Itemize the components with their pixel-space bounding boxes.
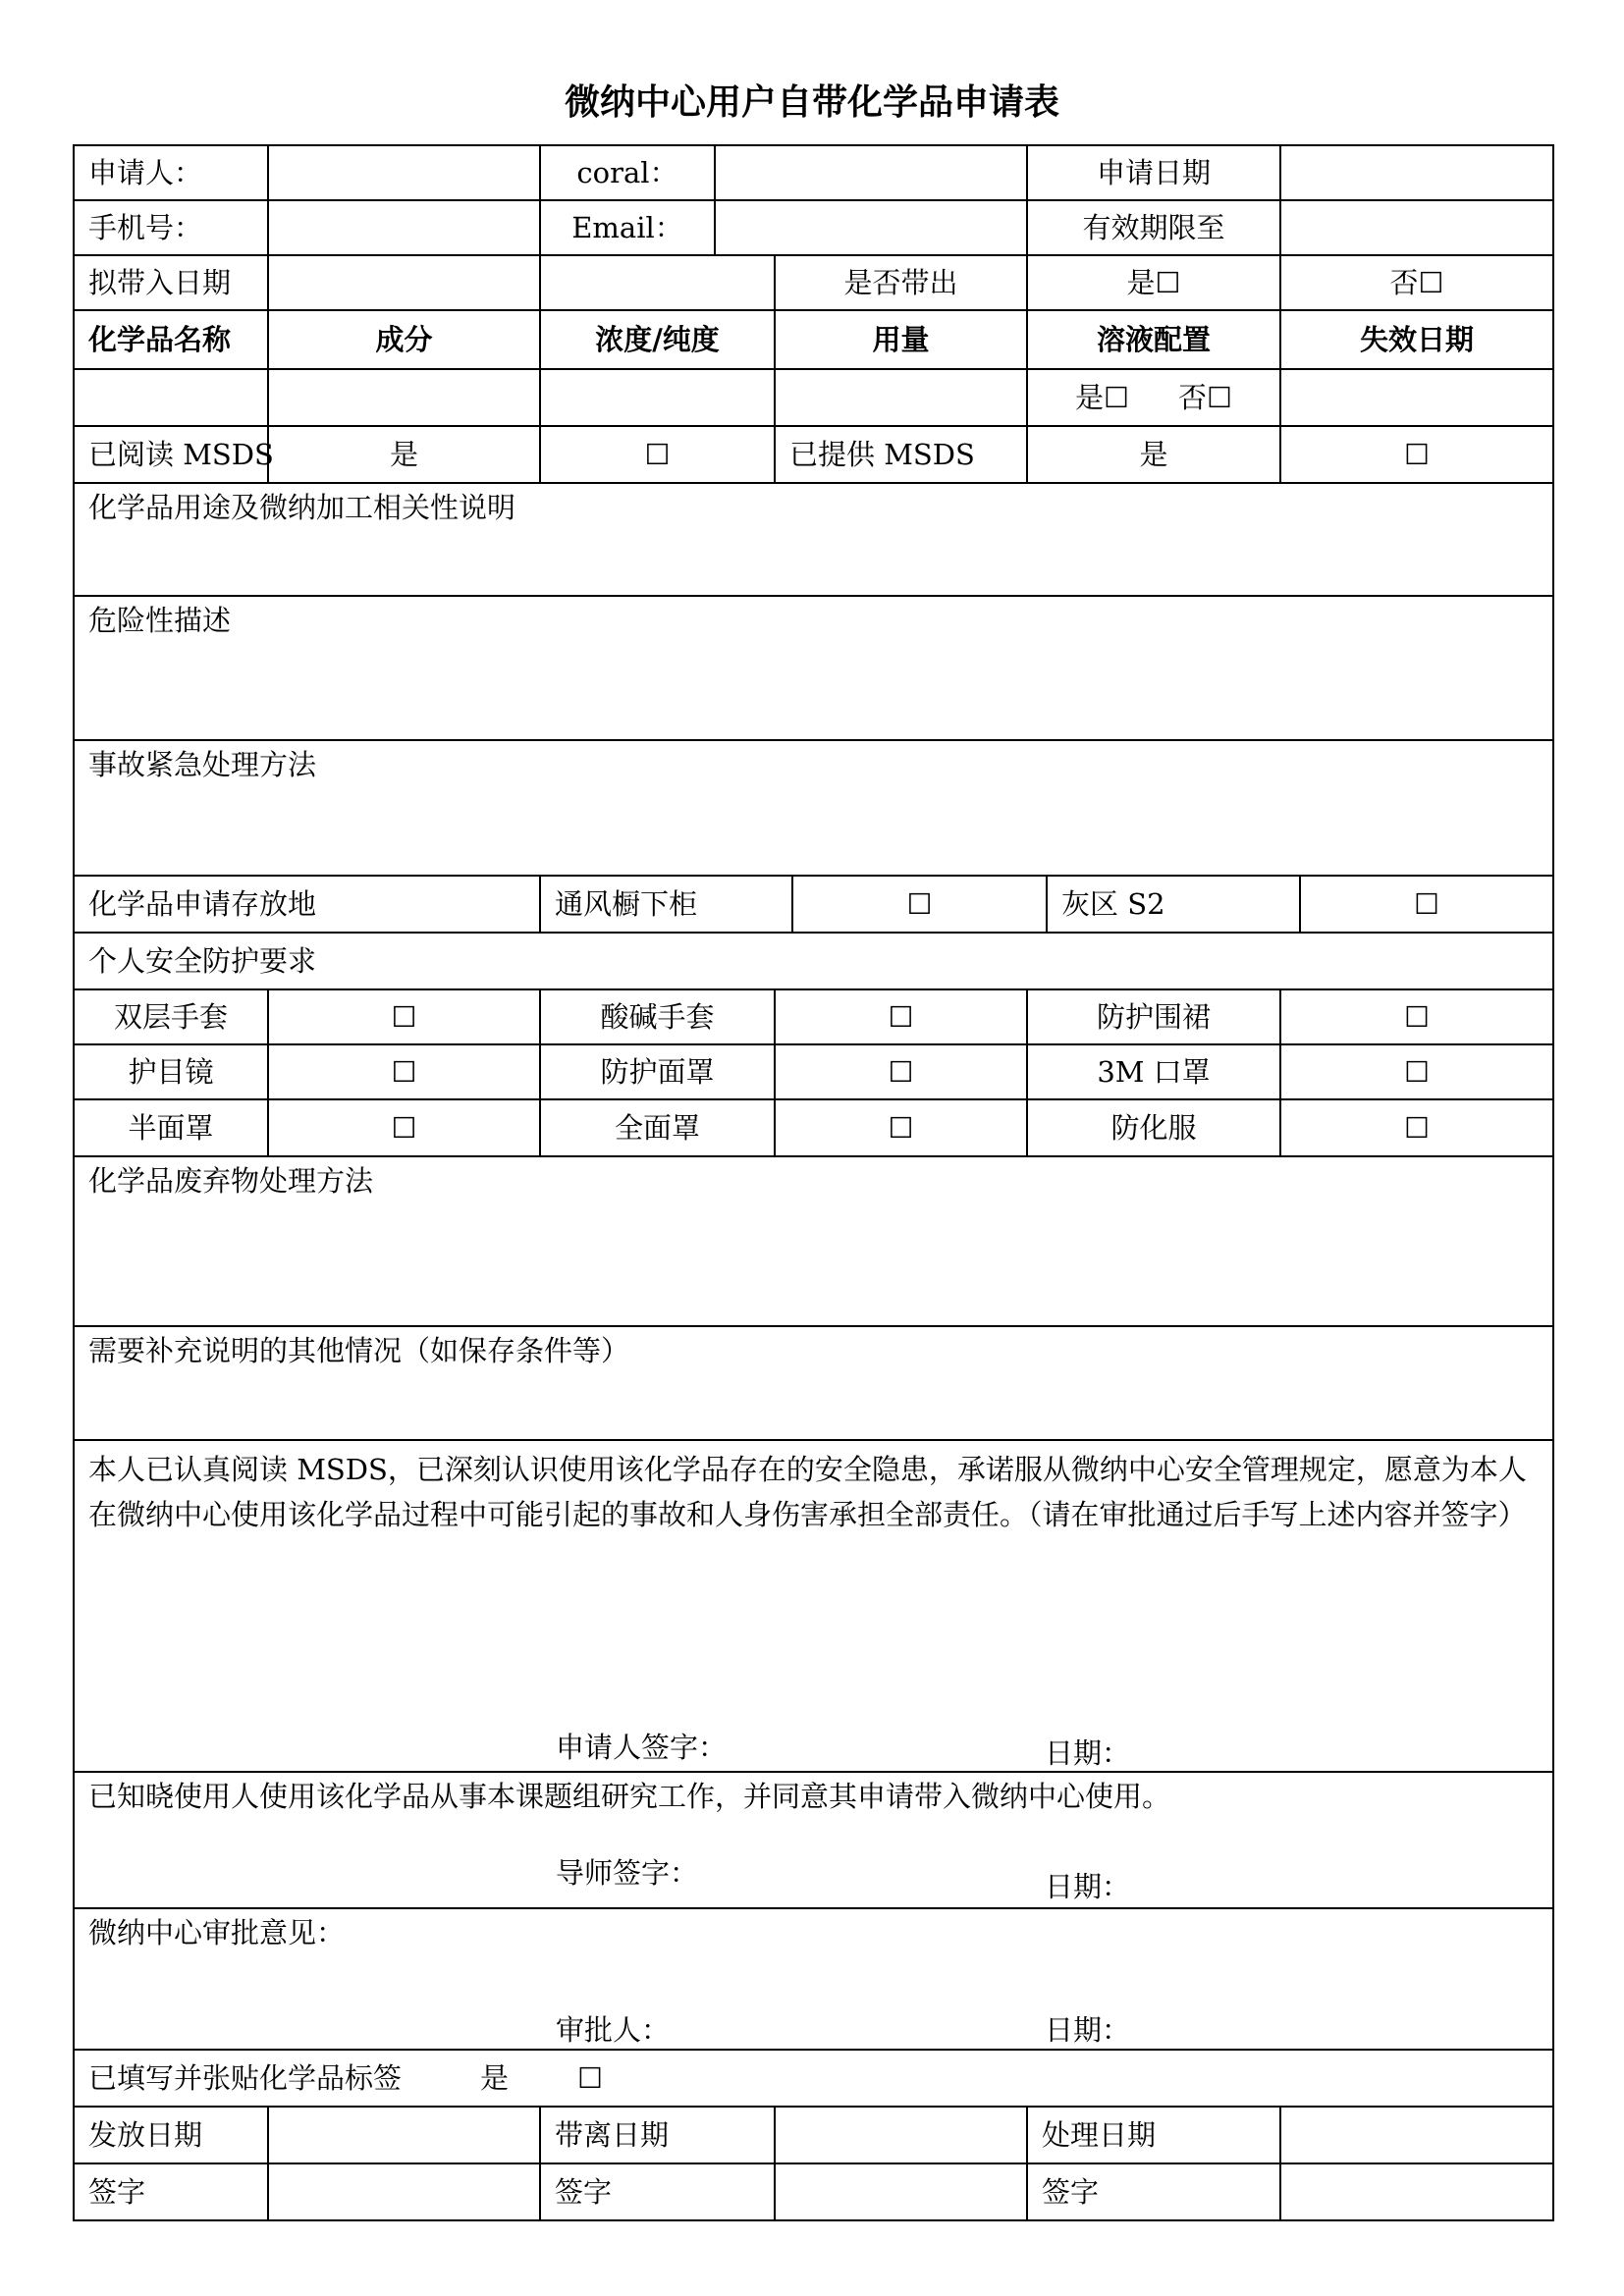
label-row-text: 已填写并张贴化学品标签 (88, 2061, 403, 2095)
hazard-section[interactable]: 危险性描述 (73, 595, 1554, 741)
issue-date-label: 发放日期 (73, 2106, 269, 2164)
col-expiry: 失效日期 (1279, 309, 1554, 370)
ppe-acid-gloves: 酸碱手套 (539, 988, 776, 1045)
msds-read-checkbox[interactable]: ☐ (539, 425, 776, 484)
msds-provided-yes: 是 (1026, 425, 1281, 484)
leave-sign-label: 签字 (539, 2163, 776, 2221)
expiry-field[interactable] (1279, 368, 1554, 427)
ppe-3m-mask: 3M 口罩 (1026, 1043, 1281, 1100)
msds-provided-checkbox[interactable]: ☐ (1279, 425, 1554, 484)
ppe-full-mask-checkbox[interactable]: ☐ (774, 1098, 1028, 1157)
col-solution: 溶液配置 (1026, 309, 1281, 370)
label-row-checkbox[interactable]: ☐ (577, 2061, 604, 2095)
storage-grey-area-checkbox[interactable]: ☐ (1299, 875, 1554, 934)
valid-until-field[interactable] (1279, 199, 1554, 256)
applicant-sign-label: 申请人签字： (556, 1731, 728, 1764)
issue-sign-field[interactable] (267, 2163, 541, 2221)
advisor-sign-label: 导师签字： (556, 1856, 699, 1890)
ppe-half-mask: 半面罩 (73, 1098, 269, 1157)
email-label: Email： (539, 199, 716, 256)
take-out-no-checkbox[interactable]: 否☐ (1279, 254, 1554, 311)
storage-label: 化学品申请存放地 (73, 875, 541, 934)
dispose-date-label: 处理日期 (1026, 2106, 1281, 2164)
valid-until-label: 有效期限至 (1026, 199, 1281, 256)
declaration-text: 本人已认真阅读 MSDS，已深刻认识使用该化学品存在的安全隐患，承诺服从微纳中心安全管理规定，愿意为本人在微纳中心使用该化学品过程中可能引起的事故和人身伤害承担全部责任。（请在审批通过后手写上述内容并签字） (88, 1453, 1527, 1531)
ppe-chem-suit: 防化服 (1026, 1098, 1281, 1157)
approver-label: 审批人： (556, 2013, 671, 2047)
leave-sign-field[interactable] (774, 2163, 1028, 2221)
apply-date-field[interactable] (1279, 144, 1554, 201)
col-composition: 成分 (267, 309, 541, 370)
advisor-text: 已知晓使用人使用该化学品从事本课题组研究工作，并同意其申请带入微纳中心使用。 (88, 1780, 1171, 1813)
ppe-goggles-checkbox[interactable]: ☐ (267, 1043, 541, 1100)
ppe-double-gloves: 双层手套 (73, 988, 269, 1045)
solution-options (1026, 368, 1281, 427)
take-out-question: 是否带出 (774, 254, 1028, 311)
waste-section[interactable]: 化学品废弃物处理方法 (73, 1155, 1554, 1327)
solution-yes-checkbox[interactable]: 是☐ (1075, 381, 1129, 414)
coral-label: coral： (539, 144, 716, 201)
take-out-yes-checkbox[interactable]: 是☐ (1026, 254, 1281, 311)
approval-section[interactable] (73, 1907, 1554, 2051)
form-title: 微纳中心用户自带化学品申请表 (564, 82, 1059, 123)
ppe-double-gloves-checkbox[interactable]: ☐ (267, 988, 541, 1045)
label-row (73, 2049, 1554, 2108)
leave-date-field[interactable] (774, 2106, 1028, 2164)
solution-no-checkbox[interactable]: 否☐ (1178, 381, 1232, 414)
apply-date-label: 申请日期 (1026, 144, 1281, 201)
coral-field[interactable] (714, 144, 1028, 201)
emergency-section[interactable]: 事故紧急处理方法 (73, 739, 1554, 877)
ppe-full-mask: 全面罩 (539, 1098, 776, 1157)
msds-provided-label: 已提供 MSDS (774, 425, 1028, 484)
ppe-goggles: 护目镜 (73, 1043, 269, 1100)
bring-in-date-field-2[interactable] (539, 254, 776, 311)
ppe-apron: 防护围裙 (1026, 988, 1281, 1045)
advisor-section[interactable] (73, 1771, 1554, 1909)
storage-option-grey-area: 灰区 S2 (1046, 875, 1301, 934)
approval-text: 微纳中心审批意见： (88, 1916, 346, 1949)
msds-read-yes: 是 (267, 425, 541, 484)
chem-name-field[interactable] (73, 368, 269, 427)
bring-in-date-field[interactable] (267, 254, 541, 311)
label-row-yes: 是 (480, 2061, 510, 2095)
ppe-face-shield: 防护面罩 (539, 1043, 776, 1100)
ppe-acid-gloves-checkbox[interactable]: ☐ (774, 988, 1028, 1045)
issue-sign-label: 签字 (73, 2163, 269, 2221)
ppe-apron-checkbox[interactable]: ☐ (1279, 988, 1554, 1045)
col-amount: 用量 (774, 309, 1028, 370)
ppe-half-mask-checkbox[interactable]: ☐ (267, 1098, 541, 1157)
phone-label: 手机号： (73, 199, 269, 256)
msds-read-label: 已阅读 MSDS (73, 425, 269, 484)
issue-date-field[interactable] (267, 2106, 541, 2164)
ppe-label: 个人安全防护要求 (73, 932, 1554, 990)
phone-field[interactable] (267, 199, 541, 256)
leave-date-label: 带离日期 (539, 2106, 776, 2164)
applicant-label: 申请人： (73, 144, 269, 201)
storage-option-fumehood: 通风橱下柜 (539, 875, 793, 934)
bring-in-date-label: 拟带入日期 (73, 254, 269, 311)
declaration-section[interactable] (73, 1439, 1554, 1773)
advisor-date-label: 日期： (1045, 1870, 1131, 1903)
applicant-field[interactable] (267, 144, 541, 201)
amount-field[interactable] (774, 368, 1028, 427)
col-chem-name: 化学品名称 (73, 309, 269, 370)
ppe-chem-suit-checkbox[interactable]: ☐ (1279, 1098, 1554, 1157)
composition-field[interactable] (267, 368, 541, 427)
dispose-sign-field[interactable] (1279, 2163, 1554, 2221)
other-section[interactable]: 需要补充说明的其他情况（如保存条件等） (73, 1325, 1554, 1441)
ppe-face-shield-checkbox[interactable]: ☐ (774, 1043, 1028, 1100)
approval-date-label: 日期： (1045, 2013, 1131, 2047)
col-concentration: 浓度/纯度 (539, 309, 776, 370)
concentration-field[interactable] (539, 368, 776, 427)
storage-fumehood-checkbox[interactable]: ☐ (791, 875, 1048, 934)
email-field[interactable] (714, 199, 1028, 256)
dispose-sign-label: 签字 (1026, 2163, 1281, 2221)
ppe-3m-mask-checkbox[interactable]: ☐ (1279, 1043, 1554, 1100)
usage-section[interactable]: 化学品用途及微纳加工相关性说明 (73, 482, 1554, 597)
applicant-sign-date-label: 日期： (1045, 1736, 1131, 1770)
dispose-date-field[interactable] (1279, 2106, 1554, 2164)
